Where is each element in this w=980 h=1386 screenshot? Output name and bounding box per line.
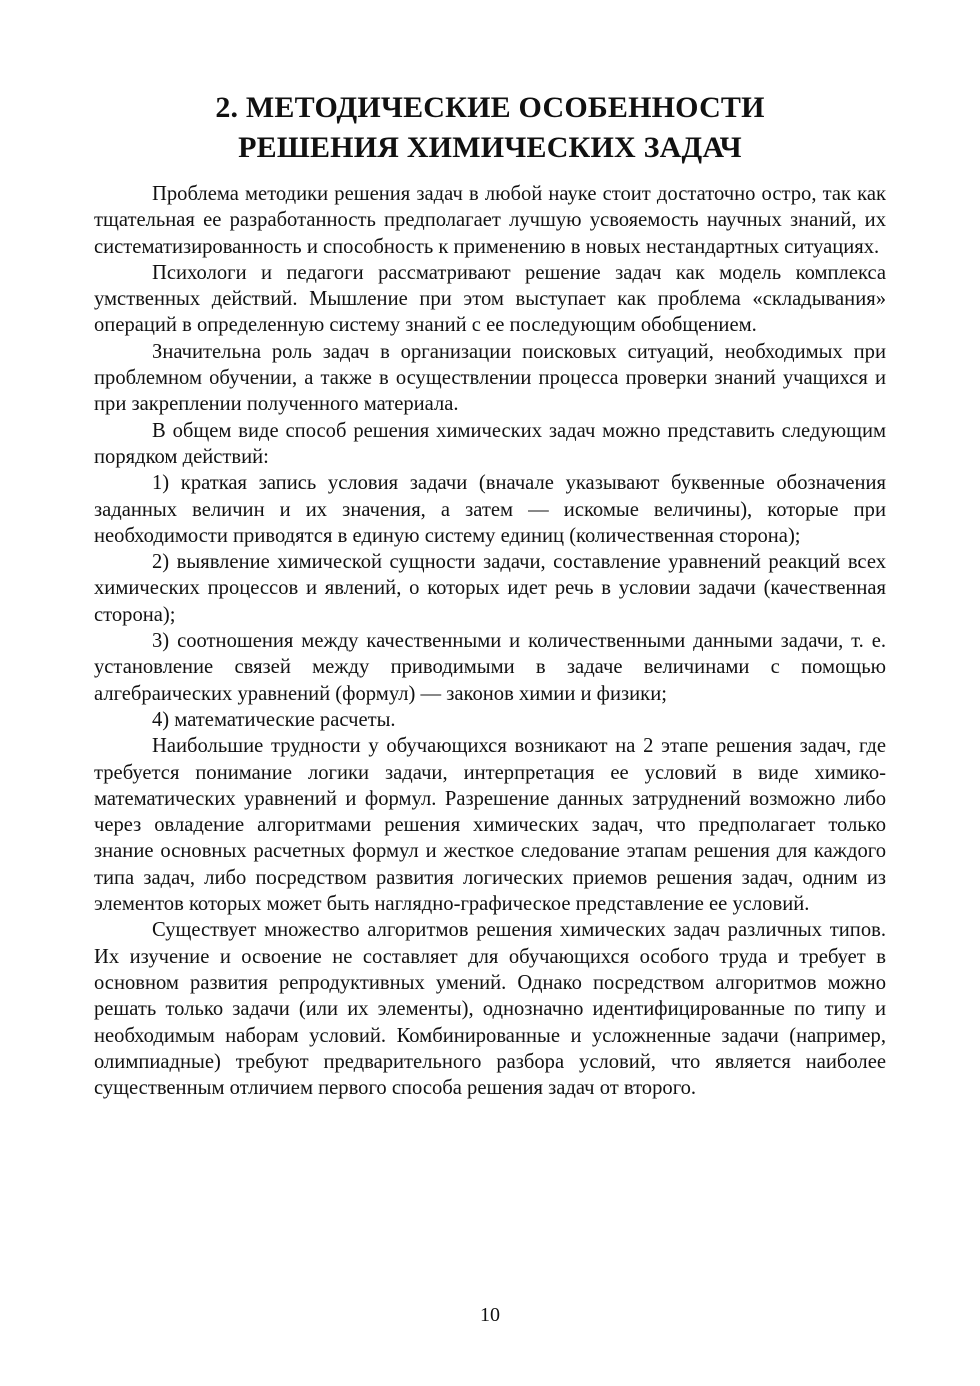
body-text xyxy=(94,181,886,1101)
chapter-title-line-1: 2. МЕТОДИЧЕСКИЕ ОСОБЕННОСТИ xyxy=(215,91,765,124)
paragraph-algorithms: Существует множество алгоритмов решения химических задач различных типов. Их изучение и освоение не составляет для обучающихся особого труда и требует в основном развития репродуктивных умений. Однако посредством алгоритмов можно решать только задачи (или их элементы), однозначно идентифицированные по типу и необходимым наборам условий. Комбинированные и усложненные задачи (например, олимпиадные) требуют предварительного разбора условий, что является наиболее существенным отличием первого способа решения задач от второго. xyxy=(94,919,886,1100)
paragraph-role-of-tasks: Значительна роль задач в организации поисковых ситуаций, необходимых при проблемном обучении, а также в осуществлении процесса проверки знаний учащихся и при закреплении полученного материала. xyxy=(94,340,886,416)
paragraph-general-method: В общем виде способ решения химических задач можно представить следующим порядком действий: xyxy=(94,419,886,468)
list-item-step-4: 4) математические расчеты. xyxy=(152,708,396,731)
chapter-title-line-2: РЕШЕНИЯ ХИМИЧЕСКИХ ЗАДАЧ xyxy=(238,131,742,164)
list-item-step-1: 1) краткая запись условия задачи (вначале указывают буквенные обозначения заданных величин и их значения, а затем — искомые величины), которые при необходимости приводятся в единую систему единиц (количественная сторона); xyxy=(94,472,886,547)
page-number: 10 xyxy=(480,1304,500,1326)
paragraph-intro: Проблема методики решения задач в любой науке стоит достаточно остро, так как тщательная ее разработанность предполагает лучшую усвояемость научных знаний, их систематизированность и способность к применению в новых нестандартных ситуациях. xyxy=(94,183,886,258)
chapter-title xyxy=(94,88,886,168)
list-item-step-2: 2) выявление химической сущности задачи, составление уравнений реакций всех химических процессов и явлений, о которых идет речь в условии задачи (качественная сторона); xyxy=(94,551,886,626)
paragraph-difficulties: Наибольшие трудности у обучающихся возникают на 2 этапе решения задач, где требуется понимание логики задачи, интерпретация ее условий в виде химико-математических уравнений и формул. Разрешение данных затруднений возможно либо через овладение алгоритмами решения химических задач, что предполагает только знание основных расчетных формул и жесткое следование этапам решения для каждого типа задач, либо посредством развития логических приемов решения задач, одним из элементов которых может быть наглядно-графическое представление ее условий. xyxy=(94,735,886,916)
list-item-step-3: 3) соотношения между качественными и количественными данными задачи, т. е. установление связей между приводимыми в задаче величинами с помощью алгебраических уравнений (формул) — законов химии и физики; xyxy=(94,630,886,705)
paragraph-psychologists: Психологи и педагоги рассматривают решение задач как модель комплекса умственных действий. Мышление при этом выступает как проблема «складывания» операций в определенную систему знаний с ее последующим обобщением. xyxy=(94,261,886,337)
